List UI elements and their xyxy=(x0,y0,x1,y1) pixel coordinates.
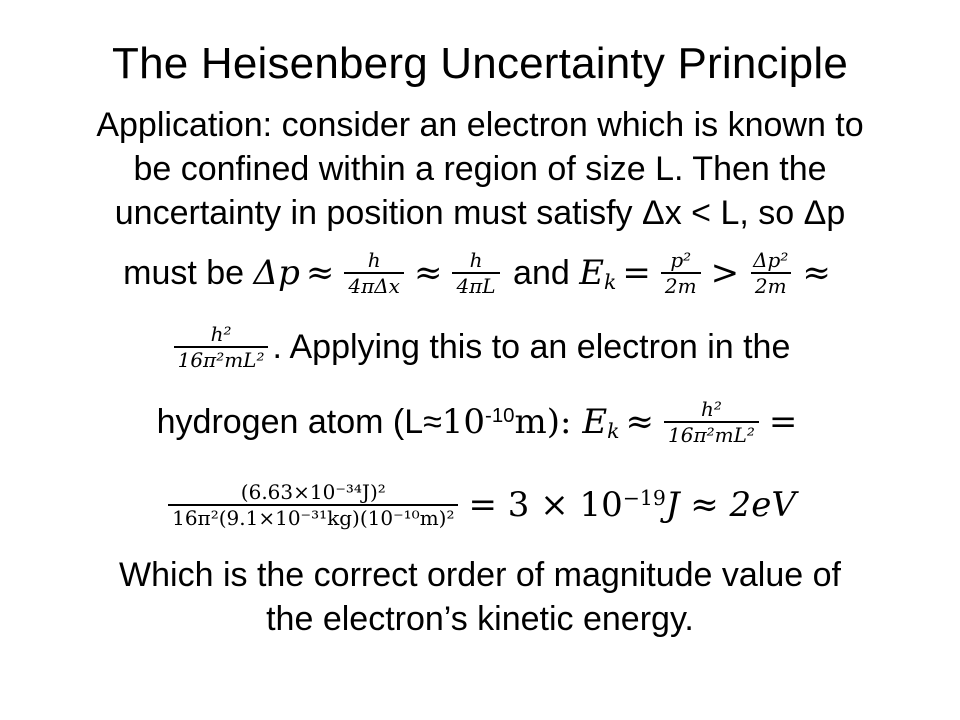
text-meter-unit: m): xyxy=(514,402,583,442)
kinetic-energy-symbol: $E_k$ xyxy=(582,402,620,444)
fraction-numerator: h xyxy=(367,248,381,272)
text-hydrogen-atom: hydrogen atom (L≈ xyxy=(156,402,442,441)
fraction-denominator: 2m xyxy=(661,272,701,298)
delta-p-symbol: Δp xyxy=(253,253,300,293)
fraction-h-over-4pi-dx xyxy=(344,248,404,298)
fraction-numerator: h² xyxy=(700,397,722,421)
fraction-dp2-over-2m xyxy=(749,248,792,298)
body-line-conclusion-2: the electron’s kinetic energy. xyxy=(266,600,694,638)
equals-sign: = xyxy=(622,253,651,293)
fraction-numerator: (6.63×10⁻³⁴J)² xyxy=(240,480,386,504)
approx-sign: ≈ xyxy=(625,402,654,442)
approx-sign: ≈ xyxy=(802,253,831,293)
fraction-numerator: Δp² xyxy=(753,248,789,272)
text-applying: . Applying this to an electron in the xyxy=(272,327,791,366)
body-line-1: Application: consider an electron which is known to xyxy=(96,106,864,144)
body-line-conclusion-1: Which is the correct order of magnitude value of xyxy=(119,556,841,594)
fraction-numeric-evaluation xyxy=(168,480,458,530)
fraction-numerator: h xyxy=(469,248,483,272)
fraction-h2-over-16pi2mL2 xyxy=(174,322,269,372)
power-of-ten: $10^{-10}$ xyxy=(441,402,515,442)
fraction-denominator: 16π²mL² xyxy=(174,346,269,372)
slide-title: The Heisenberg Uncertainty Principle xyxy=(112,39,848,88)
fraction-denominator: 16π²(9.1×10⁻³¹kg)(10⁻¹⁰m)² xyxy=(168,504,458,530)
equals-sign: = xyxy=(768,402,798,442)
fraction-denominator: 16π²mL² xyxy=(664,421,759,447)
fraction-numerator: p² xyxy=(670,248,692,272)
approx-sign: ≈ xyxy=(305,253,335,293)
body-line-3: uncertainty in position must satisfy Δx < L, so Δp xyxy=(114,194,846,232)
body-line-2: be confined within a region of size L. Then the xyxy=(133,150,827,188)
approx-sign: ≈ xyxy=(413,253,443,293)
text-must-be: must be xyxy=(123,253,254,292)
fraction-denominator: 4πL xyxy=(452,272,499,298)
fraction-numerator: h² xyxy=(210,322,232,346)
greater-than-sign: > xyxy=(710,253,740,293)
fraction-h-over-4pi-L xyxy=(452,248,499,298)
fraction-h2-over-16pi2mL2 xyxy=(664,397,759,447)
numeric-result: = $3 \times 10^{-19}J \approx 2eV$ xyxy=(468,485,796,525)
equation-line-hydrogen xyxy=(0,386,960,458)
equation-line-numeric xyxy=(0,462,960,548)
kinetic-energy-symbol: $E_k$ xyxy=(579,253,617,295)
fraction-p2-over-2m xyxy=(661,248,701,298)
text-and: and xyxy=(503,253,580,292)
equation-line-momentum xyxy=(0,240,960,306)
equation-line-energy-bound xyxy=(0,312,960,382)
fraction-denominator: 4πΔx xyxy=(344,272,404,298)
fraction-denominator: 2m xyxy=(751,272,791,298)
